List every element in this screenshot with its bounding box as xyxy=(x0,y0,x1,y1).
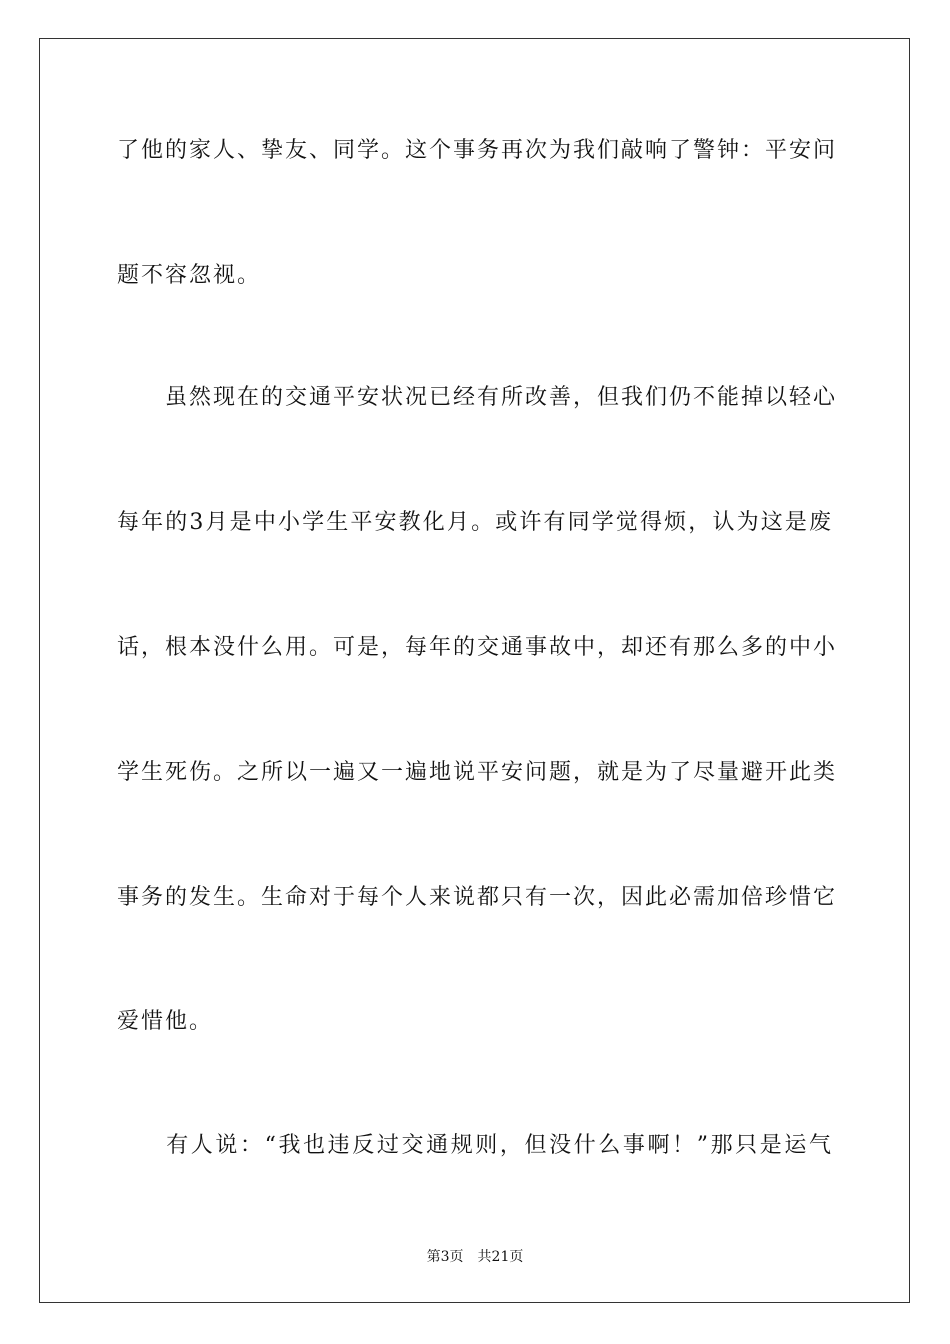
page-total: 共21页 xyxy=(477,1249,524,1265)
text-line-8: 爱惜他。 xyxy=(117,1009,214,1034)
page-footer xyxy=(0,1248,950,1266)
text-line-9: 有人说：“我也违反过交通规则，但没什么事啊！”那只是运气 xyxy=(117,1133,833,1158)
text-line-7: 事务的发生。生命对于每个人来说都只有一次，因此必需加倍珍惜它 xyxy=(117,885,838,910)
text-line-1: 了他的家人、挚友、同学。这个事务再次为我们敲响了警钟：平安问 xyxy=(117,138,838,163)
text-line-5: 话，根本没什么用。可是，每年的交通事故中，却还有那么多的中小 xyxy=(117,635,838,660)
text-line-3: 虽然现在的交通平安状况已经有所改善，但我们仍不能掉以轻心 xyxy=(117,385,838,410)
text-line-4: 每年的3月是中小学生平安教化月。或许有同学觉得烦，认为这是废 xyxy=(117,510,833,535)
text-line-6: 学生死伤。之所以一遍又一遍地说平安问题，就是为了尽量避开此类 xyxy=(117,760,838,785)
page-number: 第3页 xyxy=(426,1249,464,1265)
page-border xyxy=(39,38,910,1303)
text-line-2: 题不容忽视。 xyxy=(117,263,262,288)
